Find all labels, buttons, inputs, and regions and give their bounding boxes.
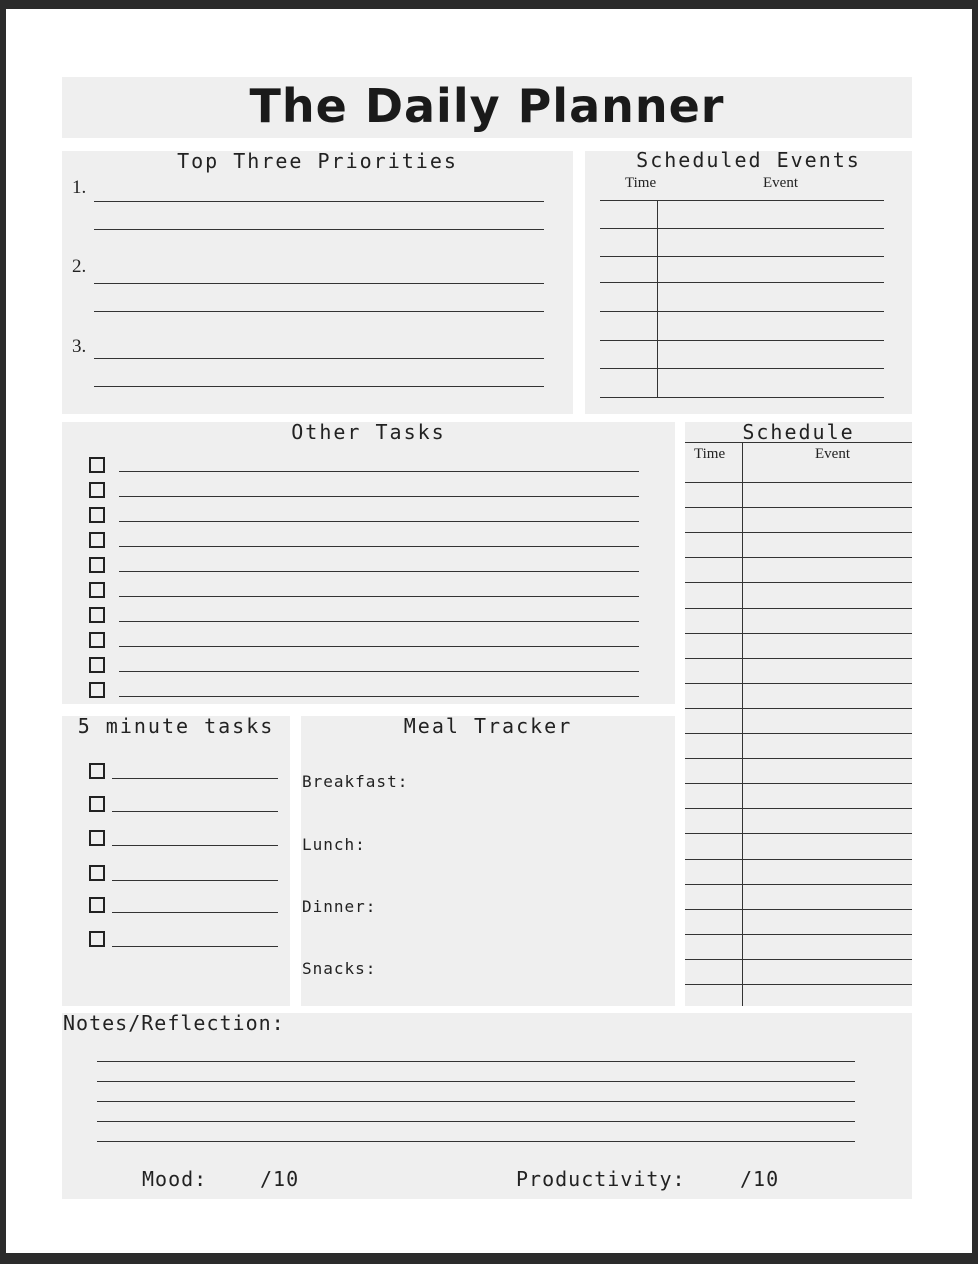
task-line[interactable] — [119, 471, 639, 472]
schedule-row-line[interactable] — [685, 482, 912, 483]
five-minute-checkbox[interactable] — [89, 931, 105, 947]
schedule-row-line[interactable] — [685, 507, 912, 508]
scheduled-events-time-label: Time — [625, 175, 657, 191]
mood-scale[interactable]: /10 — [260, 1167, 300, 1191]
planner-page — [6, 9, 972, 1253]
task-line[interactable] — [119, 696, 639, 697]
productivity-scale[interactable]: /10 — [740, 1167, 780, 1191]
priority-line[interactable] — [94, 201, 544, 202]
events-divider — [657, 201, 658, 397]
meal-tracker-panel — [301, 716, 675, 1006]
task-checkbox[interactable] — [89, 657, 105, 673]
schedule-divider — [742, 442, 743, 1006]
five-minute-line[interactable] — [112, 845, 278, 846]
productivity-label: Productivity: — [516, 1167, 686, 1191]
page-title: The Daily Planner — [249, 79, 725, 133]
schedule-row-line[interactable] — [685, 934, 912, 935]
task-line[interactable] — [119, 671, 639, 672]
task-line[interactable] — [119, 546, 639, 547]
task-line[interactable] — [119, 646, 639, 647]
schedule-row-line[interactable] — [685, 633, 912, 634]
schedule-row-line[interactable] — [685, 608, 912, 609]
dinner-label: Dinner: — [302, 897, 377, 916]
five-minute-checkbox[interactable] — [89, 796, 105, 812]
schedule-row-line[interactable] — [685, 658, 912, 659]
priority-number-1: 1. — [72, 177, 87, 198]
schedule-row-line[interactable] — [685, 959, 912, 960]
schedule-row-line[interactable] — [685, 909, 912, 910]
schedule-row-line[interactable] — [685, 557, 912, 558]
task-checkbox[interactable] — [89, 457, 105, 473]
five-minute-line[interactable] — [112, 946, 278, 947]
priority-number-2: 2. — [72, 256, 87, 277]
priority-number-3: 3. — [72, 336, 87, 357]
five-minute-line[interactable] — [112, 912, 278, 913]
priorities-heading: Top Three Priorities — [177, 149, 458, 173]
schedule-row-line[interactable] — [685, 532, 912, 533]
schedule-row-line[interactable] — [685, 733, 912, 734]
schedule-time-label: Time — [694, 446, 726, 462]
title-bar — [62, 77, 912, 138]
notes-line[interactable] — [97, 1081, 855, 1082]
priority-line[interactable] — [94, 311, 544, 312]
task-checkbox[interactable] — [89, 607, 105, 623]
task-line[interactable] — [119, 521, 639, 522]
task-line[interactable] — [119, 496, 639, 497]
notes-line[interactable] — [97, 1141, 855, 1142]
priority-line[interactable] — [94, 229, 544, 230]
task-line[interactable] — [119, 571, 639, 572]
priorities-panel — [62, 151, 573, 414]
task-checkbox[interactable] — [89, 632, 105, 648]
mood-label: Mood: — [142, 1167, 208, 1191]
task-line[interactable] — [119, 596, 639, 597]
task-checkbox[interactable] — [89, 482, 105, 498]
schedule-row-line[interactable] — [685, 984, 912, 985]
task-checkbox[interactable] — [89, 507, 105, 523]
notes-panel — [62, 1013, 912, 1199]
schedule-heading: Schedule — [742, 420, 855, 444]
snacks-label: Snacks: — [302, 959, 377, 978]
other-tasks-panel — [62, 422, 675, 704]
lunch-label: Lunch: — [302, 835, 366, 854]
five-minute-checkbox[interactable] — [89, 763, 105, 779]
notes-line[interactable] — [97, 1061, 855, 1062]
schedule-row-line[interactable] — [685, 859, 912, 860]
event-row-line[interactable] — [600, 311, 884, 312]
five-minute-checkbox[interactable] — [89, 830, 105, 846]
other-tasks-heading: Other Tasks — [291, 420, 446, 444]
schedule-event-label: Event — [815, 446, 850, 462]
breakfast-label: Breakfast: — [302, 772, 409, 791]
five-minute-checkbox[interactable] — [89, 865, 105, 881]
scheduled-events-panel — [585, 148, 912, 414]
task-checkbox[interactable] — [89, 582, 105, 598]
priority-line[interactable] — [94, 358, 544, 359]
event-row-line[interactable] — [600, 340, 884, 341]
five-minute-heading: 5 minute tasks — [77, 714, 275, 738]
task-checkbox[interactable] — [89, 557, 105, 573]
event-row-line[interactable] — [600, 256, 884, 257]
notes-line[interactable] — [97, 1101, 855, 1102]
scheduled-events-event-label: Event — [763, 175, 798, 191]
priority-line[interactable] — [94, 283, 544, 284]
task-line[interactable] — [119, 621, 639, 622]
notes-line[interactable] — [97, 1121, 855, 1122]
five-minute-line[interactable] — [112, 880, 278, 881]
five-minute-panel — [62, 716, 290, 1006]
schedule-row-line[interactable] — [685, 884, 912, 885]
schedule-row-line[interactable] — [685, 683, 912, 684]
schedule-row-line[interactable] — [685, 783, 912, 784]
schedule-row-line[interactable] — [685, 708, 912, 709]
notes-heading: Notes/Reflection: — [63, 1011, 285, 1035]
task-checkbox[interactable] — [89, 682, 105, 698]
schedule-header-rule — [685, 442, 912, 443]
five-minute-line[interactable] — [112, 811, 278, 812]
event-row-line[interactable] — [600, 228, 884, 229]
event-row-line[interactable] — [600, 282, 884, 283]
schedule-row-line[interactable] — [685, 582, 912, 583]
schedule-row-line[interactable] — [685, 808, 912, 809]
priority-line[interactable] — [94, 386, 544, 387]
meal-tracker-heading: Meal Tracker — [403, 714, 573, 738]
task-checkbox[interactable] — [89, 532, 105, 548]
schedule-row-line[interactable] — [685, 758, 912, 759]
five-minute-checkbox[interactable] — [89, 897, 105, 913]
event-row-line[interactable] — [600, 397, 884, 398]
schedule-panel — [685, 422, 912, 1006]
scheduled-events-heading: Scheduled Events — [636, 148, 861, 172]
event-row-line[interactable] — [600, 368, 884, 369]
five-minute-line[interactable] — [112, 778, 278, 779]
schedule-row-line[interactable] — [685, 833, 912, 834]
events-rule — [600, 200, 884, 201]
